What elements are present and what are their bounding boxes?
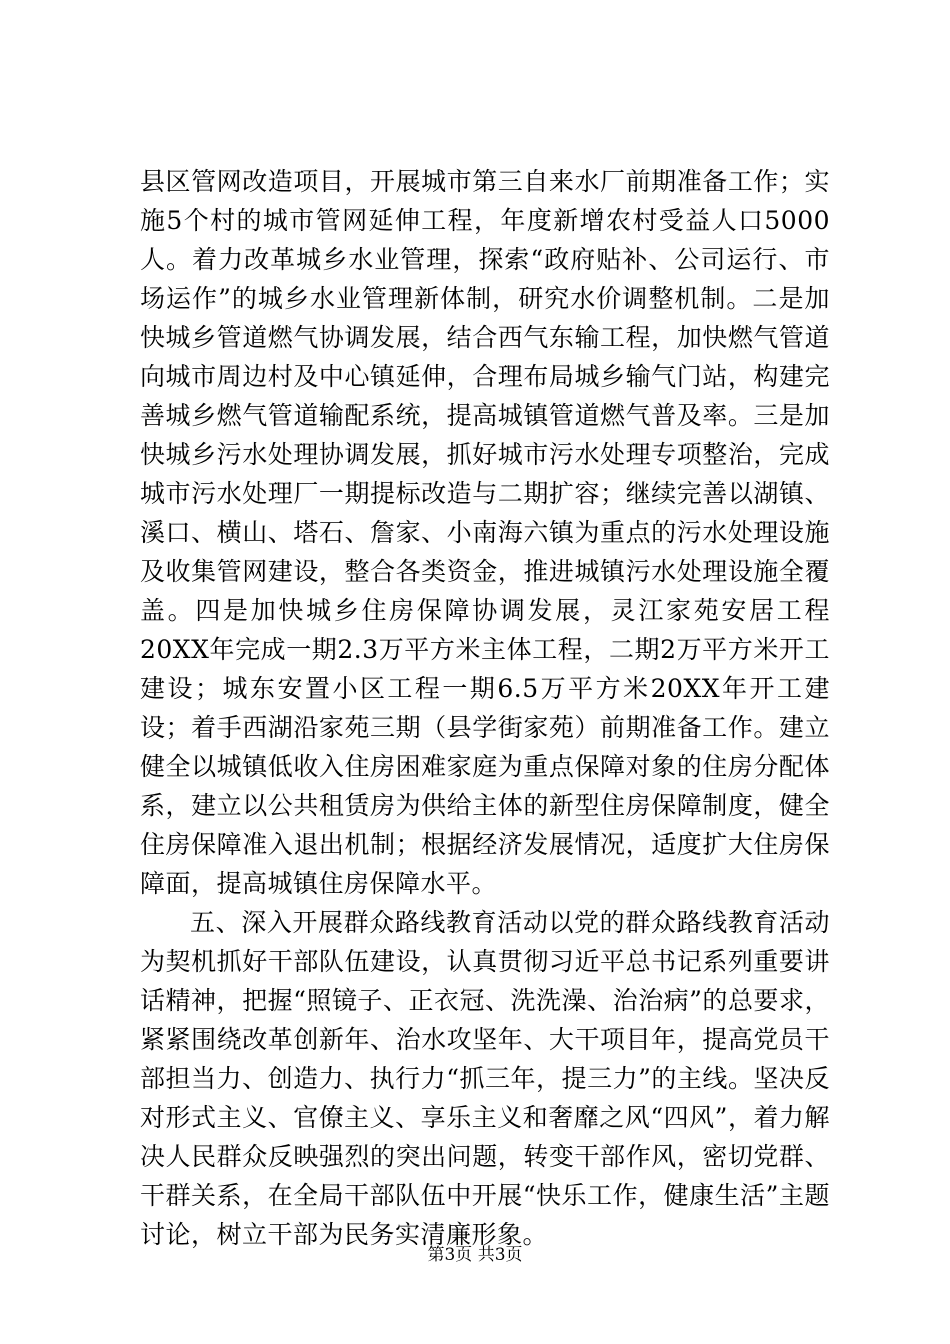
body-text	[140, 162, 830, 1254]
paragraph-2: 五、深入开展群众路线教育活动以党的群众路线教育活动为契机抓好干部队伍建设，认真贯彻习近平总书记系列重要讲话精神，把握“照镜子、正衣冠、洗洗澡、治治病”的总要求，紧紧围绕改革创新年、治水攻坚年、大干项目年，提高党员干部担当力、创造力、执行力“抓三年，提三力”的主线。坚决反对形式主义、官僚主义、享乐主义和奢靡之风“四风”，着力解决人民群众反映强烈的突出问题，转变干部作风，密切党群、干群关系，在全局干部队伍中开展“快乐工作，健康生活”主题讨论，树立干部为民务实清廉形象。	[140, 908, 830, 1249]
page-footer: 第3页 共3页	[427, 1245, 523, 1265]
paragraph-1: 县区管网改造项目，开展城市第三自来水厂前期准备工作；实施5个村的城市管网延伸工程，年度新增农村受益人口5000人。着力改革城乡水业管理，探索“政府贴补、公司运行、市场运作”的城乡水业管理新体制，研究水价调整机制。二是加快城乡管道燃气协调发展，结合西气东输工程，加快燃气管道向城市周边村及中心镇延伸，合理布局城乡输气门站，构建完善城乡燃气管道输配系统，提高城镇管道燃气普及率。三是加快城乡污水处理协调发展，抓好城市污水处理专项整治，完成城市污水处理厂一期提标改造与二期扩容；继续完善以湖镇、溪口、横山、塔石、詹家、小南海六镇为重点的污水处理设施及收集管网建设，整合各类资金，推进城镇污水处理设施全覆盖。四是加快城乡住房保障协调发展，灵江家苑安居工程20XX年完成一期2.3万平方米主体工程，二期2万平方米开工建设；城东安置小区工程一期6.5万平方米20XX年开工建设；着手西湖沿家苑三期（县学街家苑）前期准备工作。建立健全以城镇低收入住房困难家庭为重点保障对象的住房分配体系，建立以公共租赁房为供给主体的新型住房保障制度，健全住房保障准入退出机制；根据经济发展情况，适度扩大住房保障面，提高城镇住房保障水平。	[140, 167, 830, 898]
